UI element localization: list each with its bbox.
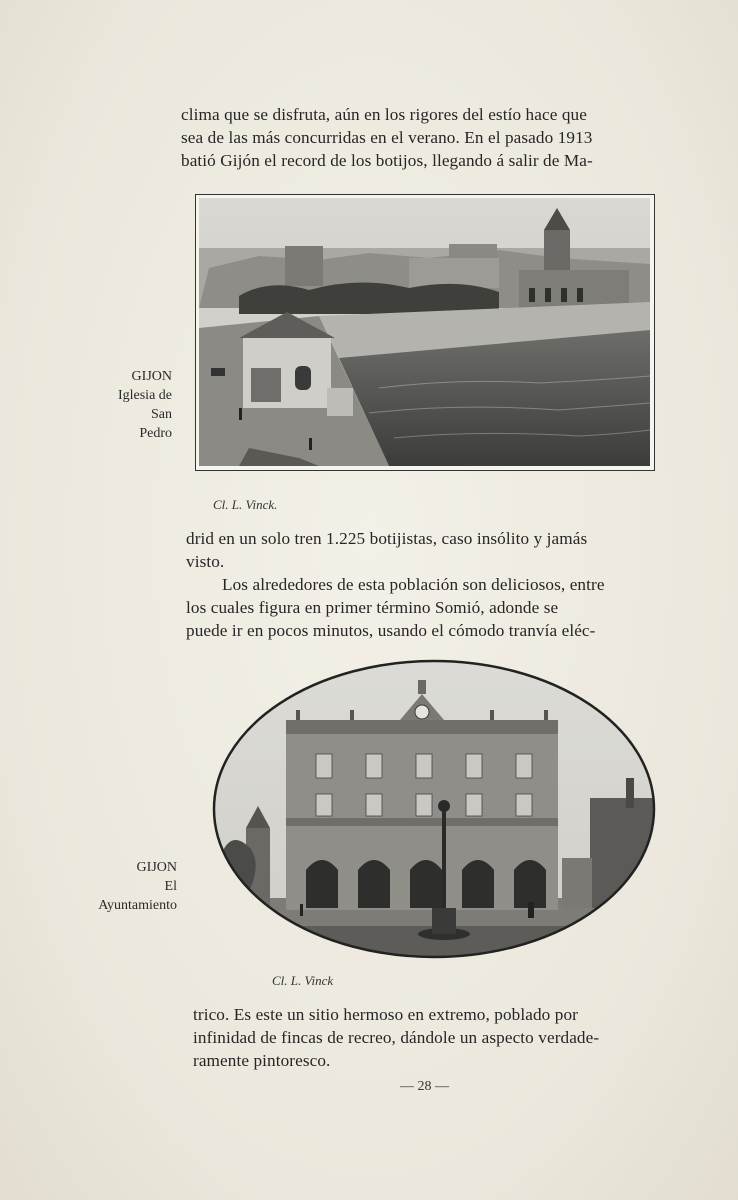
text-line: trico. Es este un sitio hermoso en extremo, poblado por — [193, 1005, 578, 1024]
text-line: sea de las más concurridas en el verano. En el pasado 1913 — [181, 128, 593, 147]
figure-caption-san-pedro — [52, 367, 172, 443]
text-line: los cuales figura en primer término Somió, adonde se — [186, 598, 559, 617]
text-line: batió Gijón el record de los botijos, llegando á salir de Ma- — [181, 151, 593, 170]
caption-line: GIJON — [136, 860, 177, 875]
text-line: drid en un solo tren 1.225 botijistas, caso insólito y jamás — [186, 529, 588, 548]
photo-iglesia-san-pedro — [195, 194, 655, 471]
text-line: clima que se disfruta, aún en los rigores del estío hace que — [181, 105, 587, 124]
text-line: infinidad de fincas de recreo, dándole un aspecto verdade- — [193, 1028, 600, 1047]
caption-line: San — [151, 407, 172, 422]
photo-credit: Cl. L. Vinck. — [213, 497, 278, 512]
photo-credit: Cl. L. Vinck — [272, 973, 334, 988]
figure-caption-ayuntamiento — [37, 858, 177, 915]
caption-line: Ayuntamiento — [98, 898, 177, 913]
photo-ayuntamiento — [210, 658, 658, 961]
page-number: — 28 — — [400, 1079, 449, 1094]
photo-church-seafront-illustration — [199, 198, 650, 466]
text-line: visto. — [186, 552, 225, 571]
paragraph-middle — [186, 527, 664, 642]
caption-line: El — [164, 879, 177, 894]
photo-town-hall-illustration — [210, 658, 658, 961]
paragraph-top — [181, 103, 659, 172]
paragraph-bottom — [193, 1003, 671, 1072]
caption-line: Pedro — [139, 426, 172, 441]
caption-line: Iglesia de — [117, 388, 172, 403]
text-line: puede ir en pocos minutos, usando el cómodo tranvía eléc- — [186, 621, 596, 640]
text-line: ramente pintoresco. — [193, 1051, 331, 1070]
caption-line: GIJON — [131, 369, 172, 384]
text-line: Los alrededores de esta población son deliciosos, entre — [222, 575, 605, 594]
